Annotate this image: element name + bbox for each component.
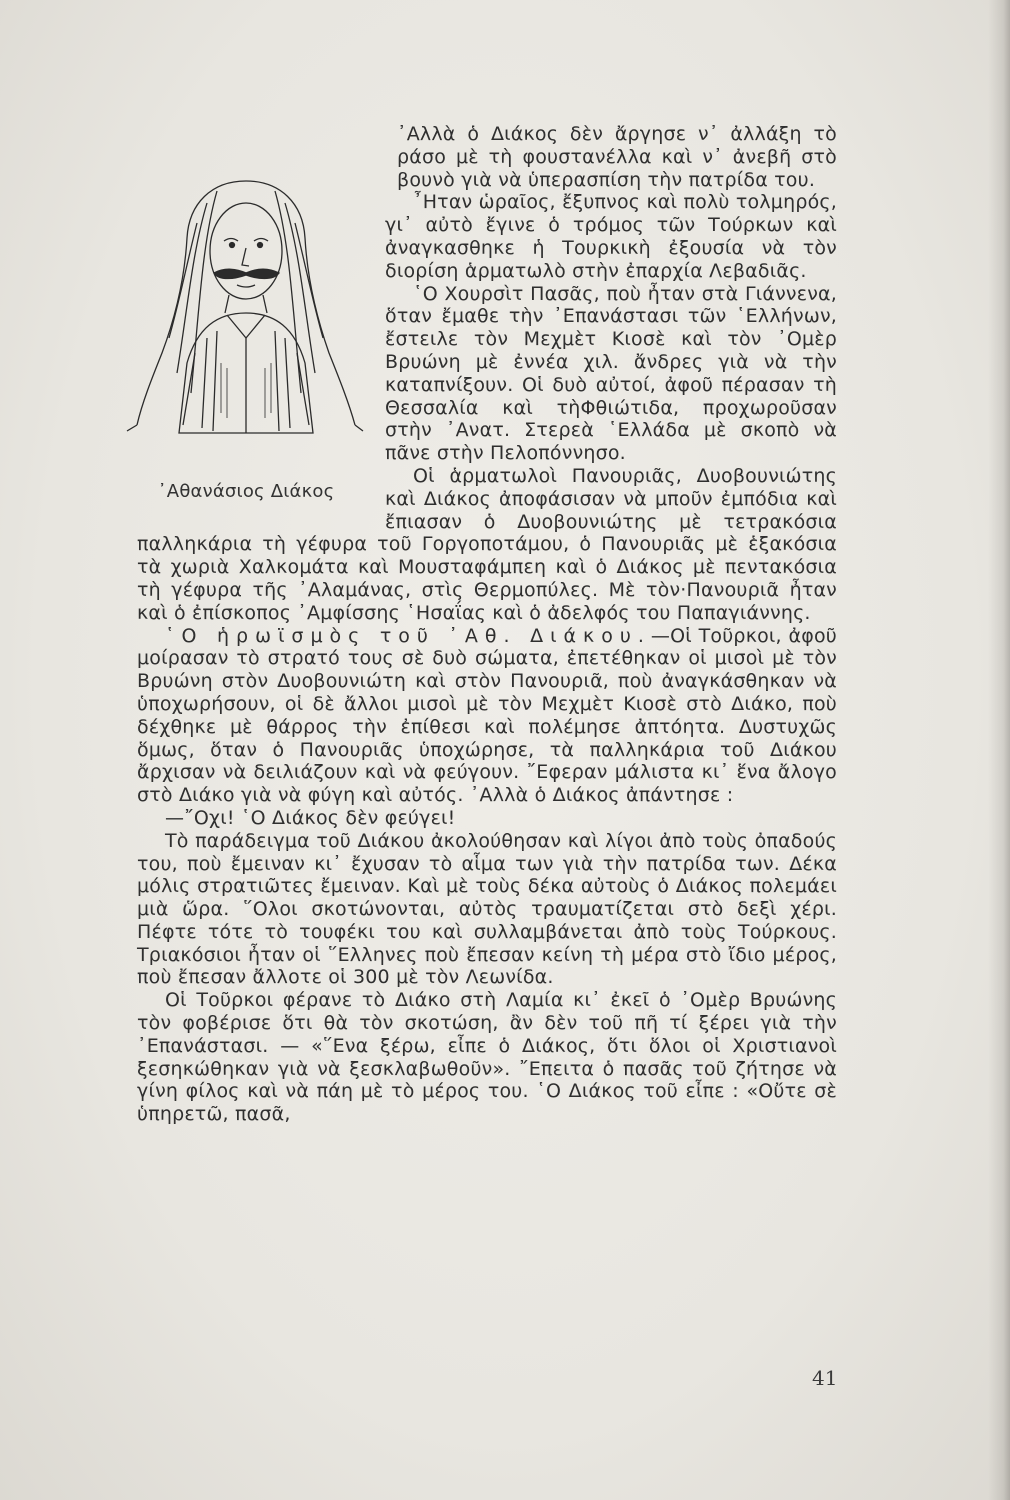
paragraph-4	[137, 625, 837, 807]
paragraph-4-body: —Οἱ Τοῦρκοι, ἀφοῦ μοίρασαν τὸ στρατό τους σὲ δυὸ σώματα, ἐπετέθηκαν οἱ μισοὶ μὲ τὸν Βρυώνη στὸν Δυοβουνιώτη καὶ στὸν Πανουριᾶ, ποὺ ἀναγκάσθηκαν νὰ ὑποχωρήσουν, οἱ δὲ ἄλλοι μισοὶ μὲ τὸν Μεχμὲτ Κιοσὲ στὸ Διάκο, ποὺ δέχθηκε μὲ θάρρος τὴν ἐπίθεσι καὶ πολέμησε ἀπτόητα. Δυστυχῶς ὅμως, ὅταν ὁ Πανουριᾶς ὑποχώρησε, τὰ παλληκάρια τοῦ Διάκου ἄρχισαν νὰ δειλιάζουν καὶ νὰ φεύγουν. ῎Εφεραν μάλιστα κι᾿ ἕνα ἄλογο στὸ Διάκο γιὰ νὰ φύγη καὶ αὐτός. ᾿Αλλὰ ὁ Διάκος ἀπάντησε :	[137, 624, 837, 807]
page-edge-shadow	[988, 0, 1010, 1500]
portrait-caption: ᾿Αθανάσιος Διάκος	[157, 481, 335, 502]
portrait-figure	[117, 163, 375, 513]
paragraph-3: Οἱ ἁρματωλοὶ Πανουριᾶς, Δυοβουνιώτης καὶ Διάκος ἀποφάσισαν νὰ μποῦν ἐμπόδια καὶ ἔπιασαν ὁ Δυοβουνιώτης μὲ τετρακόσια παλληκάρια τὴ γέφυρα τοῦ Γοργοποτάμου, ὁ Πανουριᾶς μὲ ἑξακόσια τὰ χωριὰ Χαλκομάτα καὶ Μουσταφάμπεη καὶ ὁ Διάκος μὲ πεντακόσια τὴ γέφυρα τῆς ᾿Αλαμάνας, στὶς Θερμοπύλες. Μὲ τὸν·Πανουριᾶ ἦταν καὶ ὁ ἐπίσκοπος ᾿Αμφίσσης ῾Ησαΐας καὶ ὁ ἀδελφός του Παπαγιάννης.	[137, 464, 837, 624]
paragraph-5: Τὸ παράδειγμα τοῦ Διάκου ἀκολούθησαν καὶ λίγοι ἀπὸ τοὺς ὀπαδούς του, ποὺ ἔμειναν κι᾿ ἔχυσαν τὸ αἷμα των γιὰ τὴν πατρίδα των. Δέκα μόλις στρατιῶτες ἔμειναν. Καὶ μὲ τοὺς δέκα αὐτοὺς ὁ Διάκος πολεμάει μιὰ ὥρα. ῞Ολοι σκοτώνονται, αὐτὸς τραυματίζεται στὸ δεξὶ χέρι. Πέφτε τότε τὸ τουφέκι του καὶ συλλαμβάνεται ἀπὸ τοὺς Τούρκους. Τριακόσιοι ἦταν οἱ ῞Ελληνες ποὺ ἔπεσαν κείνη τὴ μέρα στὸ ἴδιο μέρος, ποὺ ἔπεσαν ἄλλοτε οἱ 300 μὲ τὸν Λεωνίδα.	[137, 829, 837, 989]
opening-line: ᾿Αλλὰ ὁ Διάκος δὲν ἄργησε ν᾿ ἀλλάξη τὸ ράσο μὲ τὴ φουστανέλλα καὶ ν᾿ ἀνεβῆ στὸ βουνὸ γιὰ νὰ ὑπερασπίση τὴν πατρίδα του.	[397, 123, 837, 191]
paragraph-1: ῏Ηταν ὡραῖος, ἔξυπνος καὶ πολὺ τολμηρός, γι᾿ αὐτὸ ἔγινε ὁ τρόμος τῶν Τούρκων καὶ ἀναγκασθηκε ἡ Τουρκικὴ ἐξουσία νὰ τὸν διορίση ἁρματωλὸ στὴν ἐπαρχία Λεβαδιᾶς.	[385, 191, 837, 282]
page-number: 41	[812, 1366, 838, 1390]
paragraph-6: Οἱ Τοῦρκοι φέρανε τὸ Διάκο στὴ Λαμία κι᾿ ἐκεῖ ὁ ᾿Ομὲρ Βρυώνης τὸν φοβέρισε ὅτι θὰ τὸν σκοτώση, ἂν δὲν τοῦ πῆ τί ξέρει γιὰ τὴν ᾿Επανάστασι. — «῞Ενα ξέρω, εἶπε ὁ Διάκος, ὅτι ὅλοι οἱ Χριστιανοὶ ξεσηκώθηκαν γιὰ νὰ ξεσκλαβωθοῦν». ῎Επειτα ὁ πασᾶς τοῦ ζήτησε νὰ γίνη φίλος καὶ νὰ πάη μὲ τὸ μέρος του. ῾Ο Διάκος τοῦ εἶπε : «Οὔτε σὲ ὑπηρετῶ, πασᾶ,	[137, 989, 837, 1126]
body-text	[137, 123, 837, 1126]
quote: —῎Οχι! ῾Ο Διάκος δὲν φεύγει!	[165, 806, 456, 829]
section-heading: ῾Ο ἡρωϊσμὸς τοῦ ᾿Αθ. Διάκου.	[165, 624, 651, 647]
paragraph-2: ῾Ο Χουρσὶτ Πασᾶς, ποὺ ἦταν στὰ Γιάννενα, ὅταν ἔμαθε τὴν ᾿Επανάστασι τῶν ῾Ελλήνων, ἔστειλε τὸν Μεχμὲτ Κιοσὲ καὶ τὸν ᾿Ομὲρ Βρυώνη μὲ ἐννέα χιλ. ἄνδρες γιὰ νὰ τὴν καταπνίξουν. Οἱ δυὸ αὐτοί, ἀφοῦ πέρασαν τὴ Θεσσαλία καὶ τὴΦθιώτιδα, προχωροῦσαν στὴν ᾿Ανατ. Στερεὰ ῾Ελλάδα μὲ σκοπὸ νὰ πᾶνε στὴν Πελοπόννησο.	[385, 282, 837, 465]
portrait-icon	[117, 163, 375, 473]
